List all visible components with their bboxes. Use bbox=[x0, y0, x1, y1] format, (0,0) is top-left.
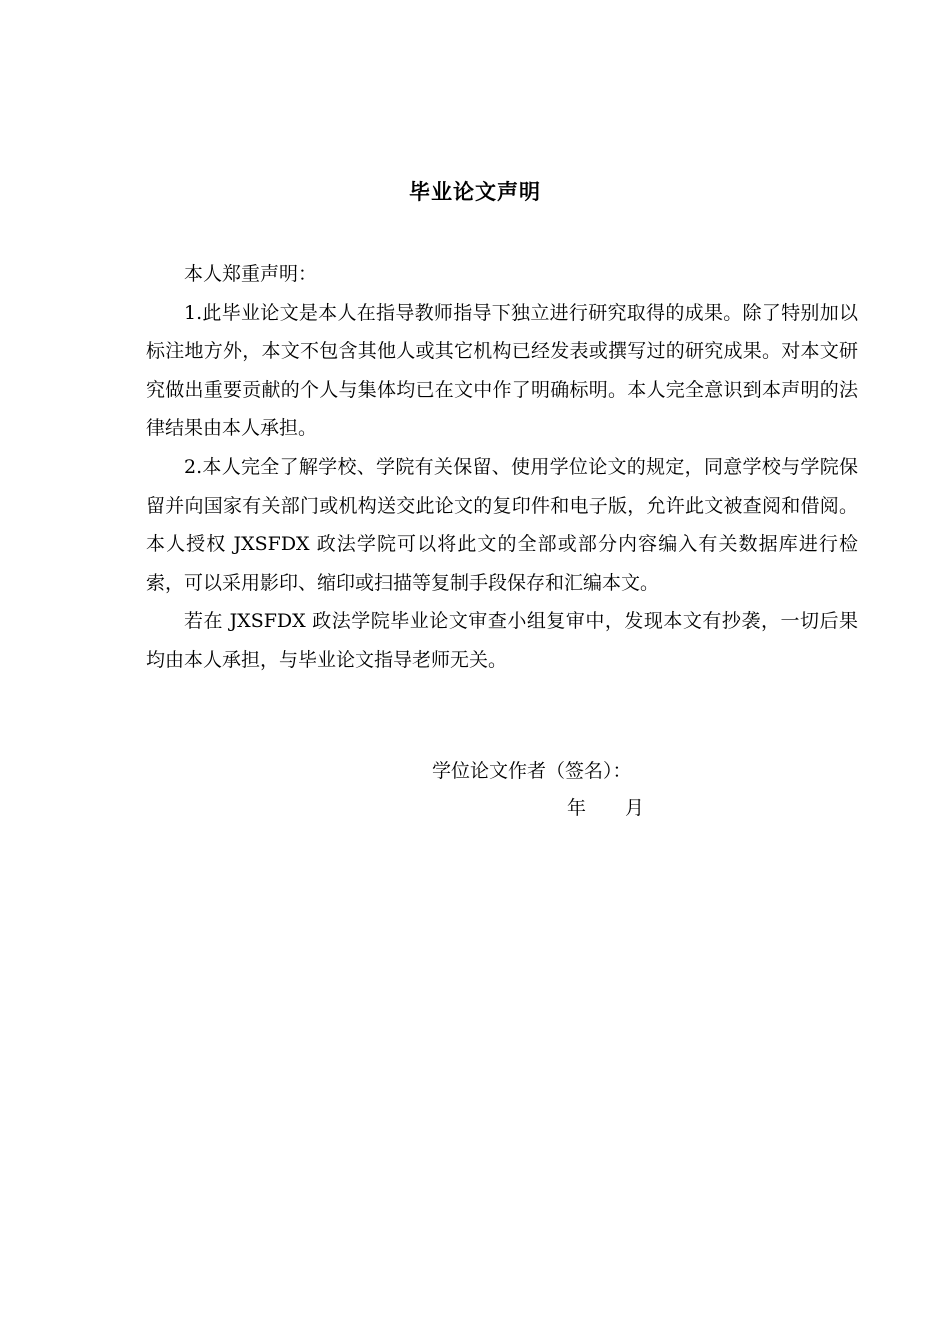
intro-line: 本人郑重声明： bbox=[184, 263, 318, 285]
date-year-label: 年 bbox=[567, 797, 587, 819]
declaration-paragraph-1: 1.此毕业论文是本人在指导教师指导下独立进行研究取得的成果。除了特别加以标注地方外，本文不包含其他人或其它机构已经发表或撰写过的研究成果。对本文研究做出重要贡献的个人与集体均已在文中作了明确标明。本人完全意识到本声明的法律结果由本人承担。 bbox=[146, 301, 858, 440]
signature-label: 学位论文作者（签名）： bbox=[432, 760, 632, 782]
date-month-label: 月 bbox=[625, 797, 645, 819]
declaration-body bbox=[146, 255, 858, 680]
declaration-paragraph-2: 2.本人完全了解学校、学院有关保留、使用学位论文的规定，同意学校与学院保留并向国家有关部门或机构送交此论文的复印件和电子版，允许此文被查阅和借阅。本人授权 JXSFDX 政法学院可以将此文的全部或部分内容编入有关数据库进行检索，可以采用影印、缩印或扫描等复制手段保存和汇编本文。 bbox=[146, 455, 858, 594]
signature-date bbox=[567, 789, 644, 827]
page-title: 毕业论文声明 bbox=[409, 180, 541, 204]
declaration-paragraph-3: 若在 JXSFDX 政法学院毕业论文审查小组复审中，发现本文有抄袭，一切后果均由本人承担，与毕业论文指导老师无关。 bbox=[146, 610, 858, 671]
